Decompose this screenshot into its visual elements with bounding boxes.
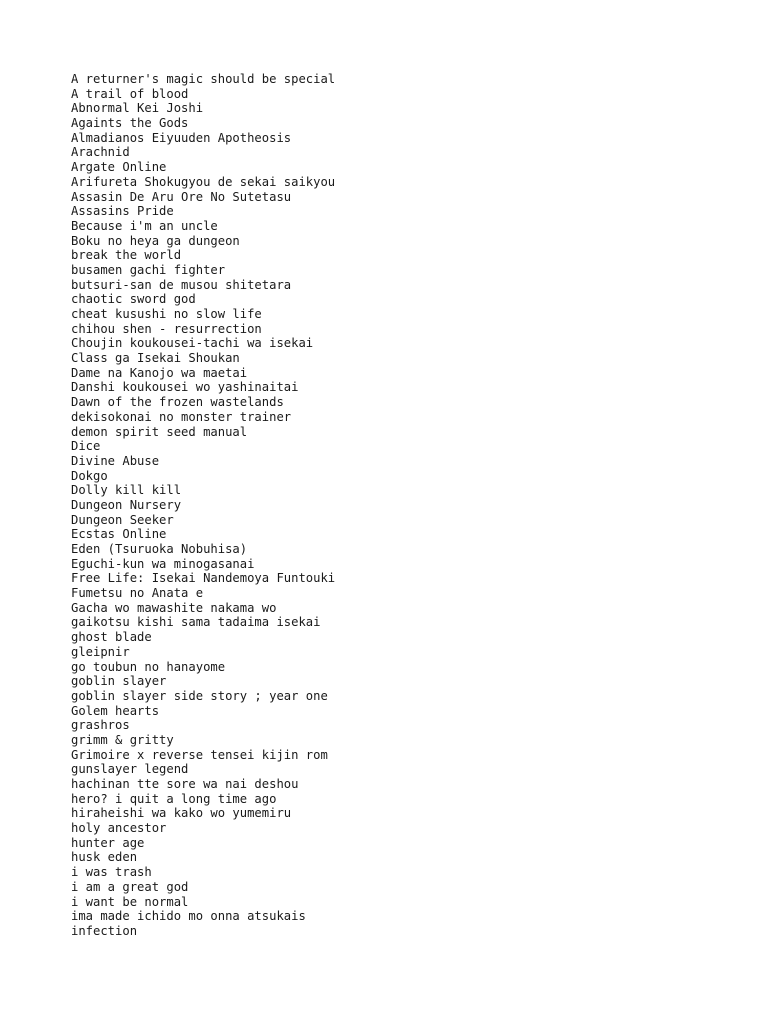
list-item: Eguchi-kun wa minogasanai: [71, 556, 255, 571]
list-item: Class ga Isekai Shoukan: [71, 351, 240, 366]
list-item: gaikotsu kishi sama tadaima isekai: [71, 615, 321, 630]
list-item: grimm & gritty: [71, 732, 174, 747]
list-item: Assasins Pride: [71, 204, 174, 219]
list-item: i want be normal: [71, 894, 189, 909]
list-item: Gacha wo mawashite nakama wo: [71, 600, 277, 615]
list-item: ima made ichido mo onna atsukais: [71, 909, 306, 924]
list-item: demon spirit seed manual: [71, 424, 248, 439]
list-item: i am a great god: [71, 879, 189, 894]
list-item: Argate Online: [71, 160, 167, 175]
list-item: go toubun no hanayome: [71, 659, 226, 674]
list-item: goblin slayer: [71, 674, 167, 689]
list-item: Divine Abuse: [71, 453, 160, 468]
list-item: Againts the Gods: [71, 116, 189, 131]
list-item: infection: [71, 923, 138, 938]
list-item: Because i'm an uncle: [71, 218, 218, 233]
list-item: butsuri-san de musou shitetara: [71, 277, 292, 292]
list-item: Dokgo: [71, 468, 108, 483]
list-item: chaotic sword god: [71, 292, 196, 307]
list-item: chihou shen - resurrection: [71, 321, 262, 336]
list-item: gleipnir: [71, 644, 130, 659]
list-item: holy ancestor: [71, 821, 167, 836]
list-item: break the world: [71, 248, 182, 263]
list-item: hachinan tte sore wa nai deshou: [71, 777, 299, 791]
list-item: A returner's magic should be special: [71, 72, 336, 86]
list-item: Danshi koukousei wo yashinaitai: [71, 380, 299, 395]
list-item: Dame na Kanojo wa maetai: [71, 365, 248, 380]
list-item: ghost blade: [71, 630, 152, 645]
list-item: cheat kusushi no slow life: [71, 307, 262, 321]
list-item: Assasin De Aru Ore No Sutetasu: [71, 189, 292, 204]
list-item: Choujin koukousei-tachi wa isekai: [71, 336, 314, 351]
list-item: gunslayer legend: [71, 762, 189, 777]
list-item: Boku no heya ga dungeon: [71, 233, 240, 248]
list-item: Dice: [71, 439, 101, 454]
list-item: goblin slayer side story ; year one: [71, 688, 328, 703]
list-item: busamen gachi fighter: [71, 262, 226, 277]
list-item: i was trash: [71, 865, 152, 880]
list-item: Golem hearts: [71, 703, 160, 718]
list-item: A trail of blood: [71, 86, 189, 101]
list-item: husk eden: [71, 850, 138, 865]
list-item: Dungeon Seeker: [71, 512, 174, 527]
list-item: hiraheishi wa kako wo yumemiru: [71, 806, 292, 821]
list-item: Abnormal Kei Joshi: [71, 101, 204, 116]
list-item: hero? i quit a long time ago: [71, 791, 277, 806]
manga-title-list: [71, 72, 335, 939]
list-item: Almadianos Eiyuuden Apotheosis: [71, 130, 292, 145]
list-item: Fumetsu no Anata e: [71, 586, 204, 601]
list-item: Eden (Tsuruoka Nobuhisa): [71, 542, 248, 556]
list-item: Arifureta Shokugyou de sekai saikyou: [71, 174, 336, 189]
list-item: Free Life: Isekai Nandemoya Funtouki: [71, 571, 336, 586]
list-item: Dungeon Nursery: [71, 497, 182, 512]
list-item: dekisokonai no monster trainer: [71, 409, 292, 424]
list-item: Dolly kill kill: [71, 483, 182, 498]
list-item: hunter age: [71, 835, 145, 850]
list-item: Grimoire x reverse tensei kijin rom: [71, 747, 328, 762]
list-item: Arachnid: [71, 145, 130, 160]
list-item: Dawn of the frozen wastelands: [71, 395, 284, 410]
list-item: Ecstas Online: [71, 527, 167, 542]
list-item: grashros: [71, 718, 130, 733]
